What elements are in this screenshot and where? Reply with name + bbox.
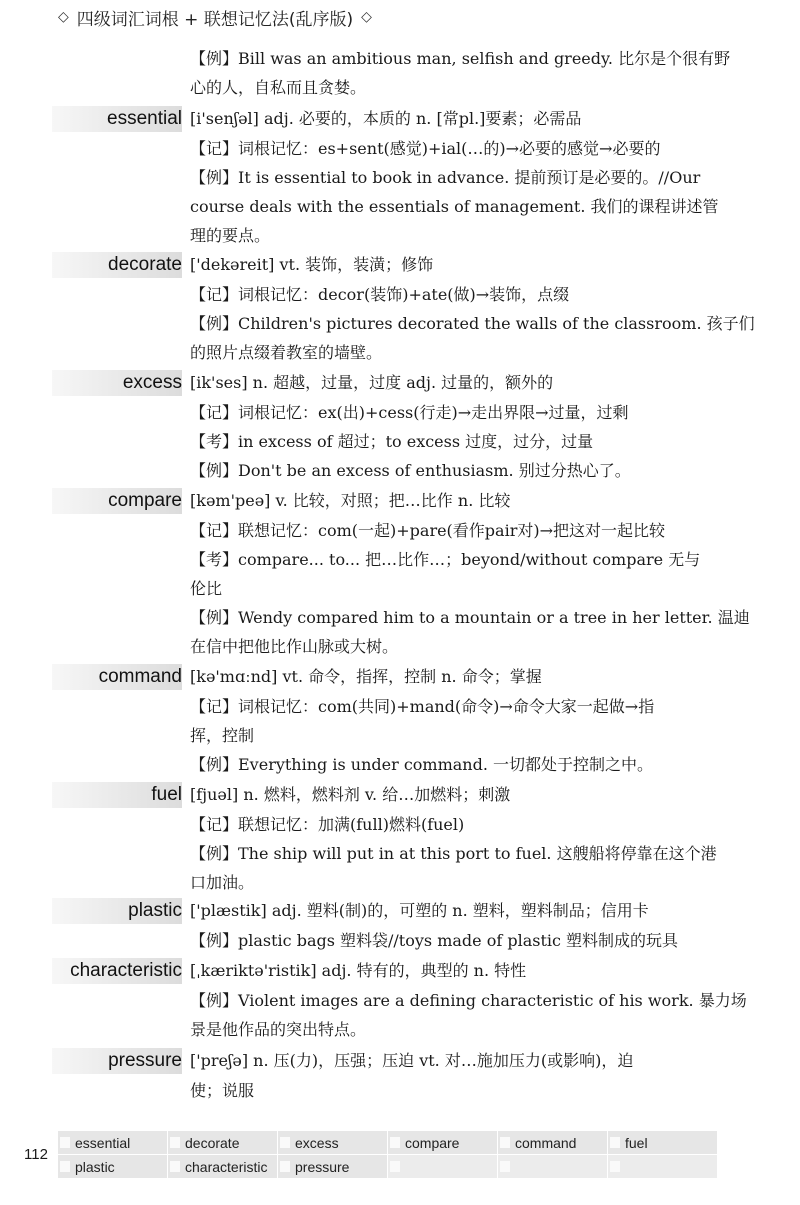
diamond-left-icon: ◇ [58,9,69,25]
checkbox-icon[interactable] [60,1161,70,1172]
entry-line: 伦比 [190,579,223,598]
checklist-cell [278,1131,388,1155]
entry-line: 【例】Don't be an excess of enthusiasm. 别过分热心了。 [190,461,631,480]
checkbox-icon[interactable] [390,1137,400,1148]
entry-line: 【记】联想记忆：com(一起)+pare(看作pair对)→把这对一起比较 [190,521,665,540]
headword: essential [107,108,182,129]
headword: fuel [151,784,182,805]
review-checklist [58,1131,718,1179]
checkbox-icon[interactable] [500,1137,510,1148]
checkbox-icon[interactable] [610,1137,620,1148]
checklist-word: characteristic [185,1159,268,1175]
checklist-cell [608,1131,718,1155]
continuation-line-2: 心的人，自私而且贪婪。 [190,78,367,97]
checklist-cell [498,1131,608,1155]
entry-line: 的照片点缀着教室的墙壁。 [190,343,383,362]
entry-line: 【例】Wendy compared him to a mountain or a tree in her letter. 温迪 [190,608,750,627]
entry-line: 【记】联想记忆：加满(full)燃料(fuel) [190,815,465,834]
entry-line: 【记】词根记忆：es+sent(感觉)+ial(…的)→必要的感觉→必要的 [190,139,661,158]
headword: compare [108,490,182,511]
checklist-cell [608,1155,718,1179]
diamond-right-icon: ◇ [361,9,372,25]
checklist-word: excess [295,1135,339,1151]
checklist-cell [388,1155,498,1179]
checkbox-icon[interactable] [610,1161,620,1172]
entry-line: 【考】compare... to... 把…比作…；beyond/without compare 无与 [190,550,701,569]
definition: ['dekəreit] vt. 装饰，装潢；修饰 [190,255,434,274]
checklist-cell [168,1155,278,1179]
checklist-cell [388,1131,498,1155]
definition: ['preʃə] n. 压(力)，压强；压迫 vt. 对…施加压力(或影响)，迫 [190,1051,634,1070]
definition: [kəm'peə] v. 比较，对照；把…比作 n. 比较 [190,491,511,510]
headword: command [98,666,182,687]
entry-line: 【例】plastic bags 塑料袋//toys made of plastic 塑料制成的玩具 [190,931,679,950]
entry-line: 【例】The ship will put in at this port to fuel. 这艘船将停靠在这个港 [190,844,717,863]
page-header [58,4,372,30]
entry-line: 在信中把他比作山脉或大树。 [190,637,399,656]
headword: excess [122,372,182,393]
checkbox-icon[interactable] [170,1137,180,1148]
checklist-word: decorate [185,1135,240,1151]
entry-line: 【记】词根记忆：com(共同)+mand(命令)→命令大家一起做→指 [190,697,655,716]
entry-line: 挥，控制 [190,726,255,745]
headword: pressure [108,1050,182,1071]
definition: ['plæstik] adj. 塑料(制)的，可塑的 n. 塑料，塑料制品；信用卡 [190,901,649,920]
definition: [ˌkæriktə'ristik] adj. 特有的，典型的 n. 特性 [190,961,527,980]
checklist-cell [168,1131,278,1155]
checkbox-icon[interactable] [60,1137,70,1148]
entry-line: 【记】词根记忆：decor(装饰)+ate(做)→装饰，点缀 [190,285,570,304]
entry-line: 理的要点。 [190,226,271,245]
checklist-cell [278,1155,388,1179]
headword: characteristic [70,960,182,981]
checklist-word: pressure [295,1159,350,1175]
continuation-line-1: 【例】Bill was an ambitious man, selfish and greedy. 比尔是个很有野 [190,49,731,68]
entry-line: 【例】Everything is under command. 一切都处于控制之中。 [190,755,654,774]
definition: [i'senʃəl] adj. 必要的，本质的 n. [常pl.]要素；必需品 [190,109,582,128]
checkbox-icon[interactable] [280,1137,290,1148]
checklist-word: command [515,1135,577,1151]
checkbox-icon[interactable] [280,1161,290,1172]
entry-line: 【例】Children's pictures decorated the walls of the classroom. 孩子们 [190,314,755,333]
checkbox-icon[interactable] [390,1161,400,1172]
entry-line: 【例】It is essential to book in advance. 提前预订是必要的。//Our [190,168,701,187]
checklist-cell [58,1131,168,1155]
headword: decorate [108,254,182,275]
checklist-word: fuel [625,1135,648,1151]
definition: [fjuəl] n. 燃料，燃料剂 v. 给…加燃料；刺激 [190,785,511,804]
checklist-cell [498,1155,608,1179]
page-number: 112 [24,1146,48,1163]
header-title: 四级词汇词根 + 联想记忆法(乱序版) [76,9,354,30]
checkbox-icon[interactable] [500,1161,510,1172]
entry-line: 口加油。 [190,873,255,892]
entry-line: 【例】Violent images are a defining characteristic of his work. 暴力场 [190,991,747,1010]
entry-line: 景是他作品的突出特点。 [190,1020,367,1039]
checklist-word: plastic [75,1159,115,1175]
definition: [kə'mɑːnd] vt. 命令，指挥，控制 n. 命令；掌握 [190,667,542,686]
entry-line: course deals with the essentials of management. 我们的课程讲述管 [190,197,719,216]
checklist-cell [58,1155,168,1179]
checkbox-icon[interactable] [170,1161,180,1172]
entry-line: 【考】in excess of 超过；to excess 过度，过分，过量 [190,432,594,451]
entry-line: 使；说服 [190,1081,255,1100]
checklist-word: compare [405,1135,460,1151]
entry-line: 【记】词根记忆：ex(出)+cess(行走)→走出界限→过量，过剩 [190,403,629,422]
headword: plastic [128,900,182,921]
checklist-word: essential [75,1135,131,1151]
definition: [ik'ses] n. 超越，过量，过度 adj. 过量的，额外的 [190,373,554,392]
